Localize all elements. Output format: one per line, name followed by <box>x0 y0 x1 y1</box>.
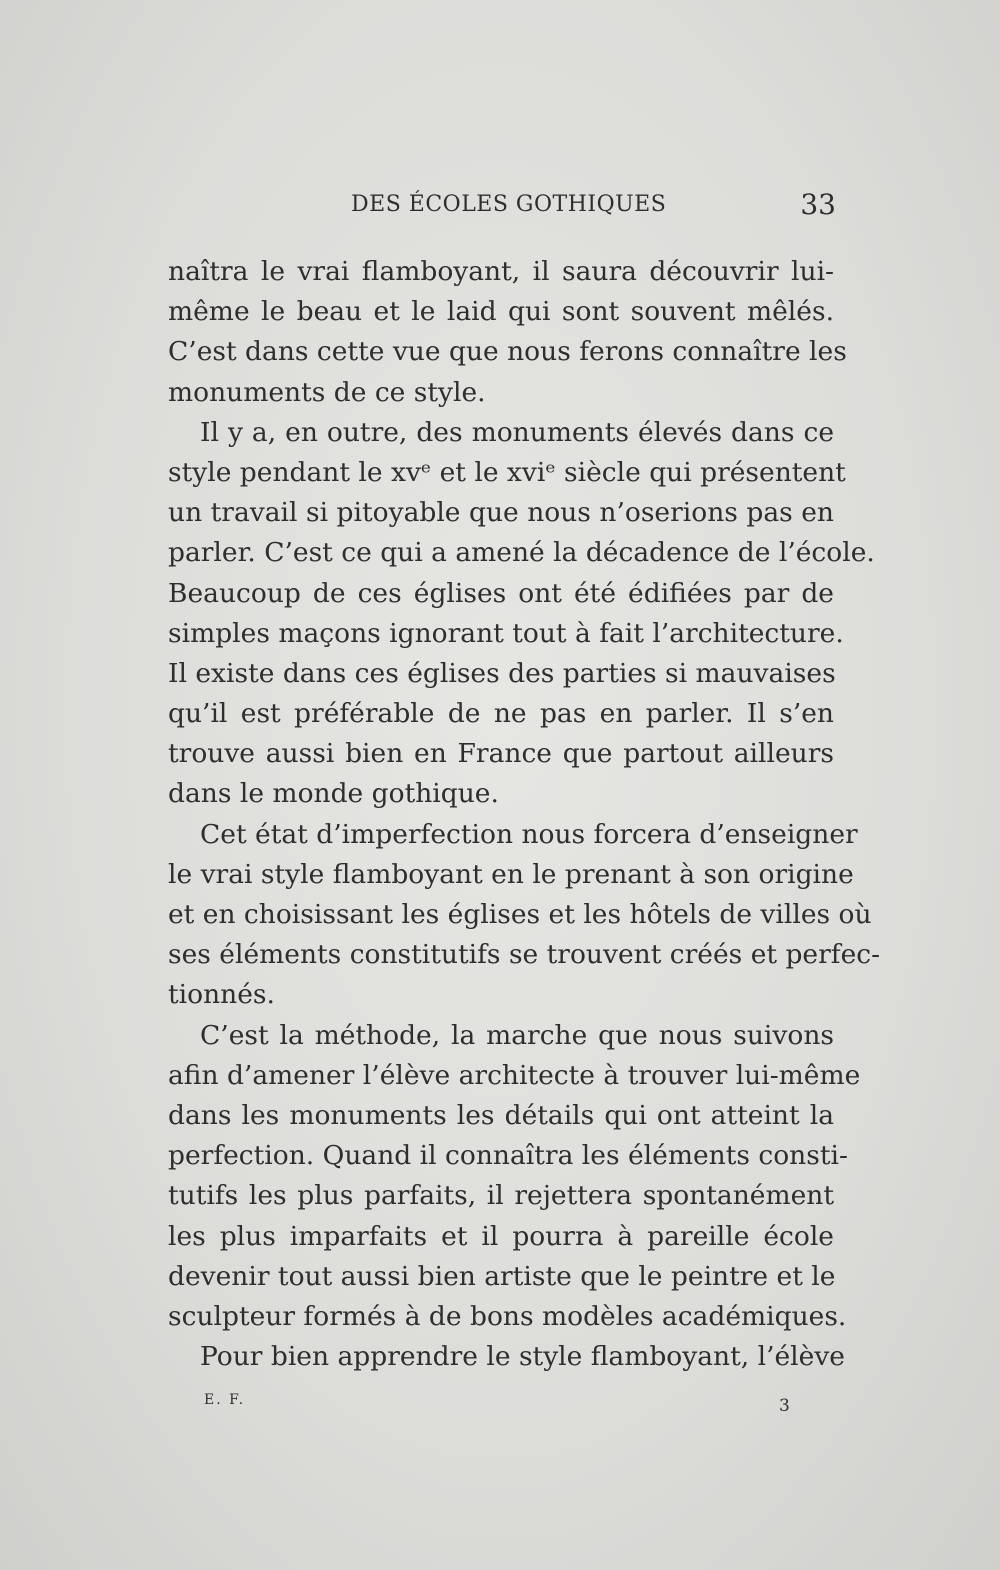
text-line: afin d’amener l’élève architecte à trouver lui-même <box>168 1059 861 1091</box>
text-line: un travail si pitoyable que nous n’oserions pas en <box>168 497 834 529</box>
text-line: les plus imparfaits et il pourra à pareille école <box>168 1220 834 1252</box>
text-line: trouve aussi bien en France que partout ailleurs <box>168 738 834 770</box>
text-line: le vrai style flamboyant en le prenant à son origine <box>168 858 854 890</box>
text-line: même le beau et le laid qui sont souvent mêlés. <box>168 296 834 328</box>
page-number: 33 <box>800 188 836 221</box>
text-line: style pendant le xvᵉ et le xviᵉ siècle qui présentent <box>168 456 846 488</box>
text-line: Cet état d’imperfection nous forcera d’enseigner <box>200 818 858 850</box>
text-line: C’est dans cette vue que nous ferons connaître les <box>168 336 847 368</box>
running-title: DES ÉCOLES GOTHIQUES <box>351 192 667 217</box>
text-line: C’est la méthode, la marche que nous suivons <box>200 1019 834 1051</box>
text-line: simples maçons ignorant tout à fait l’architecture. <box>168 617 844 649</box>
text-line: perfection. Quand il connaîtra les éléments consti- <box>168 1140 848 1172</box>
text-line: sculpteur formés à de bons modèles académiques. <box>168 1300 847 1332</box>
text-line: dans le monde gothique. <box>168 778 499 810</box>
text-line: Il existe dans ces églises des parties si mauvaises <box>168 657 836 689</box>
text-line: devenir tout aussi bien artiste que le peintre et le <box>168 1260 836 1292</box>
text-line: dans les monuments les détails qui ont atteint la <box>168 1099 834 1131</box>
text-line: naîtra le vrai flamboyant, il saura découvrir lui- <box>168 256 834 287</box>
text-line: qu’il est préférable de ne pas en parler. Il s’en <box>168 698 834 730</box>
text-line: Il y a, en outre, des monuments élevés dans ce <box>200 416 834 448</box>
text-line: tutifs les plus parfaits, il rejettera spontanément <box>168 1180 834 1212</box>
text-line: et en choisissant les églises et les hôtels de villes où <box>168 899 872 930</box>
running-head <box>168 188 836 228</box>
body-text <box>168 252 881 1377</box>
text-line: tionnés. <box>168 979 275 1011</box>
sheet-number: 3 <box>779 1396 790 1416</box>
text-line: Pour bien apprendre le style flamboyant, l’élève <box>200 1341 845 1373</box>
text-line: ses éléments constitutifs se trouvent créés et perfec- <box>168 939 881 971</box>
text-line: Beaucoup de ces églises ont été édifiées par de <box>168 577 834 609</box>
text-line: monuments de ce style. <box>168 376 486 408</box>
page-footer <box>168 1390 834 1420</box>
text-line: parler. C’est ce qui a amené la décadence de l’école. <box>168 537 875 569</box>
signature-mark: E. F. <box>204 1392 246 1408</box>
